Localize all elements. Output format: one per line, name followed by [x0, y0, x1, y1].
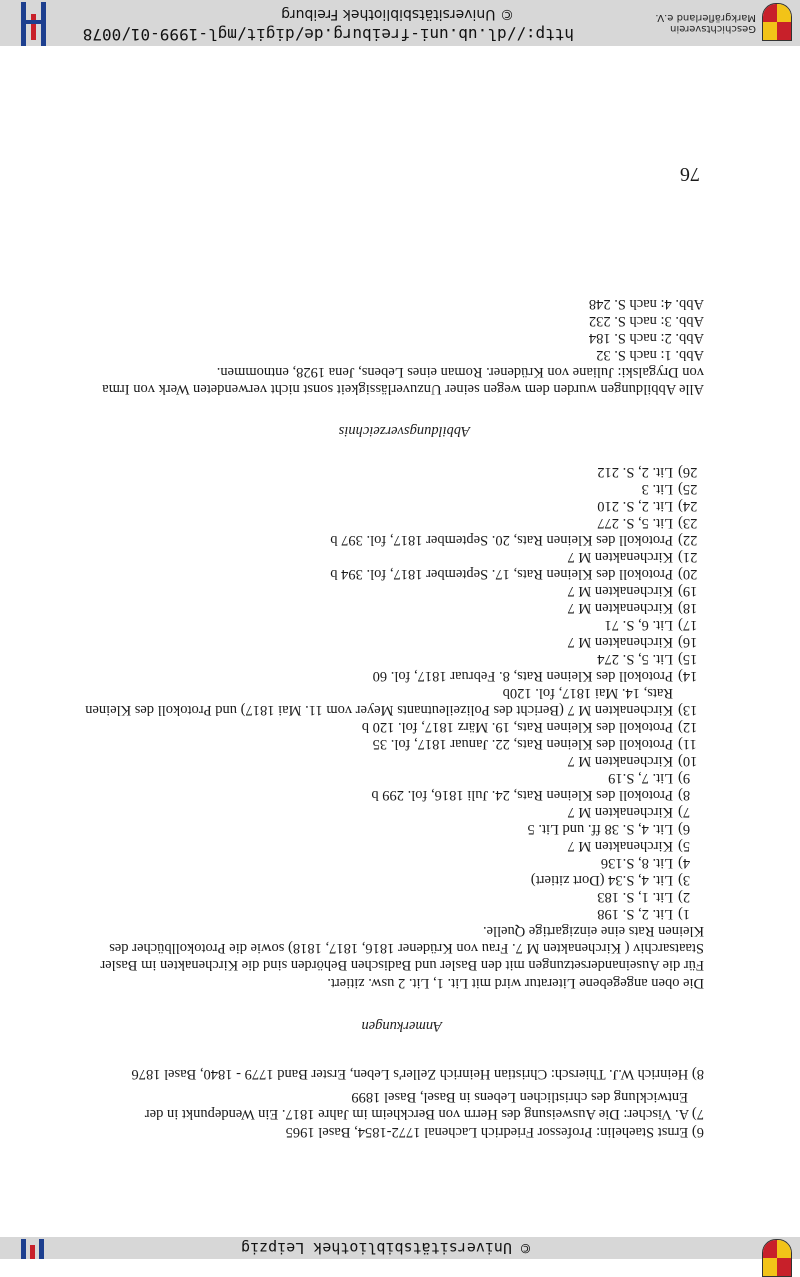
- note-text: Protokoll des Kleinen Rats, 17. September 1817, fol. 394 b: [330, 566, 673, 582]
- note-number: 2): [678, 889, 691, 905]
- note-number: 1): [678, 906, 691, 922]
- note-text: Kirchenakten M 7 (Bericht des Polizeileutnants Meyer vom 11. Mai 1817) und Protokoll des Kleinen: [85, 702, 673, 718]
- note-text: Protokoll des Kleinen Rats, 24. Juli 1816, fol. 299 b: [371, 787, 673, 803]
- permalink-link[interactable]: http://dl.ub.uni-freiburg.de/digit/mgl-1999-01/0078: [82, 25, 574, 44]
- note-text: Protokoll des Kleinen Rats, 19. März 1817, fol. 120 b: [361, 719, 673, 735]
- note-item: [597, 888, 704, 905]
- note-item: [642, 480, 704, 497]
- note-item: [330, 565, 704, 582]
- note-item: [605, 616, 704, 633]
- note-item: [362, 718, 704, 735]
- note-number: 9): [678, 770, 691, 786]
- note-text: Lit. 1, S. 183: [597, 889, 673, 905]
- note-item: [527, 820, 704, 837]
- note-number: 26): [678, 464, 698, 480]
- note-item: [503, 684, 704, 701]
- intro-line: Die oben angegebene Literatur wird mit Lit. 1, Lit. 2 usw. zitiert.: [327, 975, 704, 991]
- note-number: 17): [678, 617, 698, 633]
- note-text: Lit. 4, S. 38 ff. und Lit. 5: [527, 821, 673, 837]
- note-text: Rats, 14. Mai 1817, fol. 120b: [502, 685, 673, 701]
- note-text: Kirchenakten M 7: [567, 753, 673, 769]
- note-item: [531, 871, 704, 888]
- figure-list-item: Abb. 3: nach S. 232: [588, 313, 704, 329]
- note-text: Lit. 2, S. 198: [597, 906, 673, 922]
- society-name: Geschichtsverein Markgräflerland e.V.: [655, 12, 756, 34]
- note-text: Lit. 7, S.19: [608, 770, 673, 786]
- note-number: 8): [678, 787, 691, 803]
- note-item: [568, 803, 705, 820]
- note-number: 22): [678, 532, 698, 548]
- intro-line: Für die Auseinandersetzungen mit den Basler und Badischen Behörden sind die Kirchenakten im Basler: [100, 957, 704, 973]
- note-text: Kirchenakten M 7: [567, 804, 673, 820]
- note-number: 14): [678, 668, 698, 684]
- reference-line: 6) Ernst Staehelin: Professor Friedrich Lachenal 1772-1854, Basel 1965: [285, 1124, 704, 1140]
- note-number: 23): [678, 515, 698, 531]
- note-number: 12): [678, 719, 698, 735]
- note-item: [568, 633, 705, 650]
- note-item: [568, 837, 705, 854]
- note-text: Protokoll des Kleinen Rats, 20. September 1817, fol. 397 b: [330, 532, 673, 548]
- reference-line: 7) A. Vischer: Die Ausweisung des Herrn von Berckheim im Jahre 1817. Ein Wendepunkt in der: [144, 1106, 704, 1122]
- figure-list-item: Abb. 4: nach S. 248: [588, 296, 704, 312]
- note-text: Lit. 2, S. 210: [597, 498, 673, 514]
- abbildungen-intro-line: Alle Abbildungen wurden dem wegen seiner Unzuverlässigkeit sonst nicht verwendeten Werk von Irma: [102, 381, 704, 397]
- society-crest-icon: [762, 1239, 792, 1277]
- copyright-holder: © Universitätsbibliothek Freiburg: [281, 6, 514, 22]
- note-text: Protokoll des Kleinen Rats, 8. Februar 1817, fol. 60: [372, 668, 673, 684]
- note-item: [597, 905, 704, 922]
- note-number: 16): [678, 634, 698, 650]
- note-number: 6): [678, 821, 691, 837]
- note-number: 21): [678, 549, 698, 565]
- note-number: 3): [678, 872, 691, 888]
- intro-line: Kleinen Rats eine einzigartige Quelle.: [482, 923, 704, 939]
- note-item: [597, 463, 704, 480]
- note-item: [597, 497, 704, 514]
- note-item: [568, 548, 705, 565]
- note-item: [371, 786, 704, 803]
- figure-list-item: Abb. 2: nach S. 184: [588, 330, 704, 346]
- anmerkungen-heading: Anmerkungen: [361, 1018, 442, 1034]
- note-text: Lit. 8, S.136: [600, 855, 673, 871]
- page-number: 76: [680, 163, 700, 185]
- note-number: 20): [678, 566, 698, 582]
- note-text: Kirchenakten M 7: [567, 583, 673, 599]
- note-item: [373, 735, 704, 752]
- reference-line: 8) Heinrich W.J. Thiersch: Christian Heinrich Zeller's Leben, Erster Band 1779 - 1840, Basel 1876: [131, 1066, 704, 1082]
- note-text: Lit. 2, S. 212: [597, 464, 673, 480]
- note-item: [601, 854, 704, 871]
- reference-line: Entwicklung des christlichen Lebens in Basel, Basel 1899: [351, 1089, 688, 1105]
- society-crest-icon: [762, 3, 792, 41]
- note-text: Lit. 4, S.34 (Dort zitiert): [530, 872, 673, 888]
- note-number: 18): [678, 600, 698, 616]
- note-text: Lit. 6, S. 71: [604, 617, 673, 633]
- note-item: [597, 514, 704, 531]
- note-item: [597, 650, 704, 667]
- note-text: Kirchenakten M 7: [567, 838, 673, 854]
- note-item: [568, 582, 705, 599]
- note-number: 25): [678, 481, 698, 497]
- note-number: 5): [678, 838, 691, 854]
- note-item: [373, 667, 704, 684]
- note-item: [608, 769, 704, 786]
- note-item: [568, 752, 705, 769]
- note-number: 4): [678, 855, 691, 871]
- note-number: 11): [678, 736, 697, 752]
- intro-line: Staatsarchiv ( Kirchenakten M 7. Frau von Krüdener 1816, 1817, 1818) sowie die Protokollbücher des: [109, 940, 704, 956]
- note-number: 10): [678, 753, 698, 769]
- note-text: Protokoll des Kleinen Rats, 22. Januar 1817, fol. 35: [372, 736, 673, 752]
- note-number: 24): [678, 498, 698, 514]
- previous-holder-text: © Universitätsbibliothek Leipzig: [241, 1239, 530, 1257]
- viewer-footer-bar: [0, 0, 800, 46]
- note-text: Kirchenakten M 7: [567, 600, 673, 616]
- note-text: Lit. 5, S. 274: [597, 651, 673, 667]
- note-text: Lit. 3: [641, 481, 673, 497]
- note-number: 7): [678, 804, 691, 820]
- note-text: Lit. 5, S. 277: [597, 515, 673, 531]
- figure-list-item: Abb. 1: nach S. 32: [596, 347, 704, 363]
- abbildungen-heading: Abbildungsverzeichnis: [338, 423, 470, 439]
- abbildungen-intro-line: von Drygalski: Juliane von Krüdener. Roman eines Lebens, Jena 1928, entnommen.: [216, 364, 704, 380]
- note-item: [330, 531, 704, 548]
- note-number: 19): [678, 583, 698, 599]
- note-number: 13): [678, 702, 698, 718]
- note-text: Kirchenakten M 7: [567, 549, 673, 565]
- note-item: [85, 701, 704, 718]
- note-number: 15): [678, 651, 698, 667]
- note-text: Kirchenakten M 7: [567, 634, 673, 650]
- previous-page-footer-strip: [0, 1237, 800, 1259]
- note-item: [568, 599, 705, 616]
